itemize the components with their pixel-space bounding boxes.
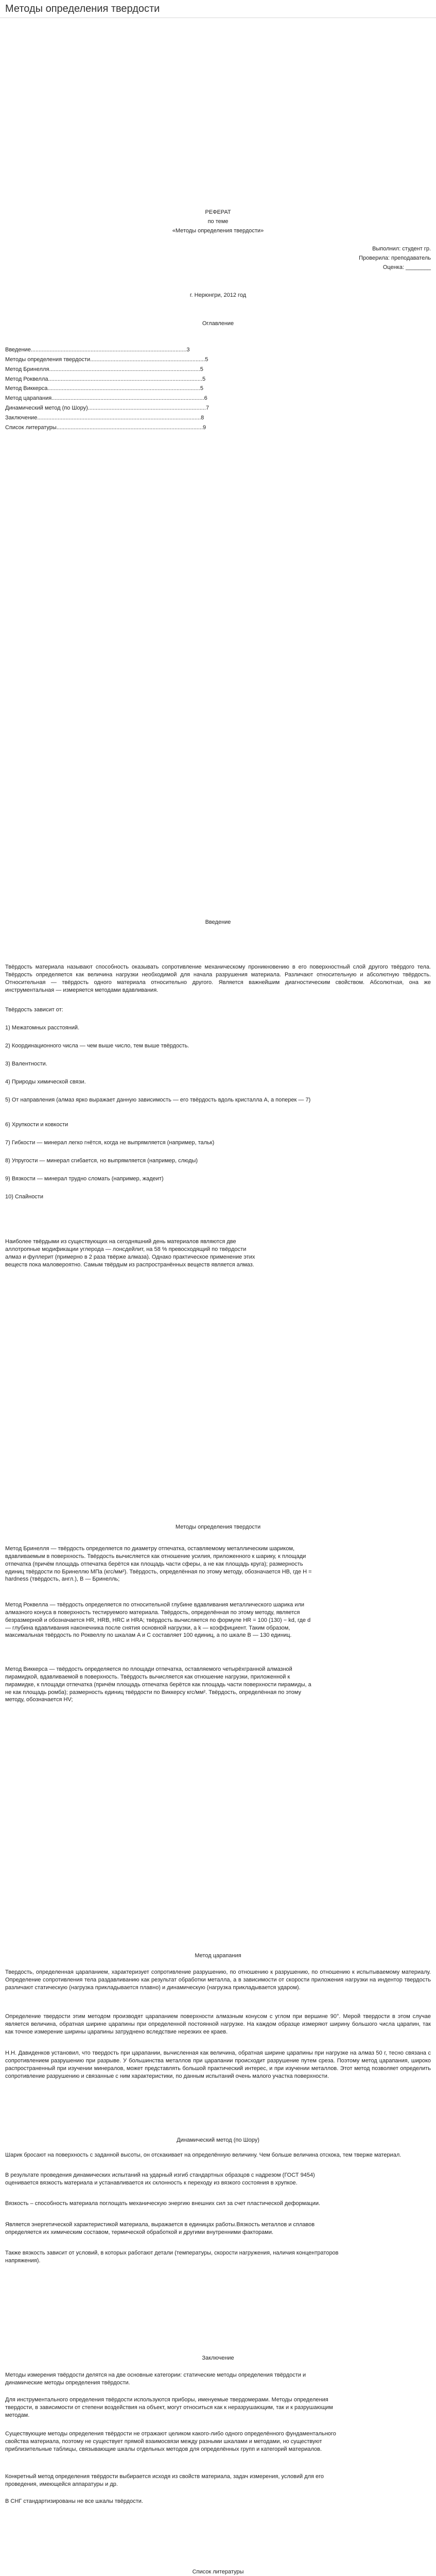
toc-item-dots: ................................................................................................. <box>51 395 204 402</box>
intro-item: 2) Координационного числа — чем выше число, тем выше твёрдость. <box>5 1043 189 1049</box>
intro-depends: Твёрдость зависит от: <box>5 1007 63 1013</box>
rockwell-paragraph: Метод Роквелла — твёрдость определяется по относительной глубине вдавливания металлического шарика или алмазного конуса в поверхность тестируемого материала. Твёрдость, определённая по этому методу, является безразмерной и обозначается HR, HRB, HRC и HRA; твёрдость вычисляется по формуле HR = 100 (130) − kd, где d — глубина вдавливания наконечника после снятия основной нагрузки, а k — коэффициент. Таким образом, максимальная твёрдость по Роквеллу по шкалам A и C составляет 100 единиц, а по шкале B — 130 единиц. <box>5 1602 311 1639</box>
toc-item-page: 5 <box>202 376 206 382</box>
scratch-paragraph: Н.Н. Давиденков установил, что твердость при царапании, вычисленная как величина, обратная ширине царапины при нагрузке на алмаз 50 г, тесно связана с сопротивлением разрушению при разрыве. У большинства металлов при царапании происходит разрушение путем среза. Поэтому метод царапания, широко распространенный при изучении минералов, может представлять большой практический интерес, и при изучении металлов. Этот метод позволяет определить сопротивление разрушению и связанные с ним характеристики, по данным испытаний очень малого участка поверхности. <box>5 2050 431 2079</box>
toc-item[interactable] <box>5 356 431 364</box>
conclusion-paragraph: Для инструментального определения твёрдости используются приборы, именуемые твердомерами. Методы определения твердости, в зависимости от степени воздействия на объект, могут относиться как к неразрушающим, так и к разрушающим методам. <box>5 2397 333 2418</box>
toc-item-page: 3 <box>186 347 190 353</box>
intro-item: 4) Природы химической связи. <box>5 1079 86 1085</box>
toc-item-label: Список литературы <box>5 424 57 431</box>
title-type: РЕФЕРАТ <box>205 209 231 215</box>
intro-item: 10) Спайности <box>5 1194 43 1200</box>
toc-item-dots: ........................................................................................................ <box>37 414 201 421</box>
toc-item-label: Динамический метод (по Шору) <box>5 405 88 412</box>
conclusion-paragraph: В СНГ стандартизированы не все шкалы твёрдости. <box>5 2498 143 2504</box>
toc-item-label: Метод царапания <box>5 395 52 402</box>
toc-item-dots: ................................................................................................. <box>47 385 200 392</box>
toc-item-dots: .................................................................................................. <box>48 376 203 382</box>
toc-item[interactable] <box>5 385 431 393</box>
toc-item-page: 5 <box>200 385 203 392</box>
checked-by: Проверила: преподаватель <box>359 255 431 261</box>
toc-item-dots: ........................................................................... <box>88 405 206 412</box>
conclusion-paragraph: Методы измерения твёрдости делятся на две основные категории: статические методы определения твёрдости и динамические методы определения твёрдости. <box>5 2372 306 2386</box>
conclusion-paragraph: Конкретный метод определения твёрдости выбирается исходя из свойств материала, задач измерения, условий для его проведения, имеющейся аппаратуры и др. <box>5 2473 324 2487</box>
toc-item[interactable] <box>5 404 431 412</box>
dynamic-title: Динамический метод (по Шору) <box>177 2137 259 2143</box>
toc-item-label: Введение <box>5 347 31 353</box>
toc-item-label: Методы определения твердости <box>5 356 91 363</box>
grade: Оценка: ________ <box>382 264 431 270</box>
title-topic-prefix: по теме <box>207 218 229 225</box>
intro-item: 7) Гибкости — минерал легко гнётся, когда не выпрямляется (например, тальк) <box>5 1140 215 1146</box>
dynamic-paragraph: В результате проведения динамических испытаний на ударный изгиб стандартных образцов с надрезом (ГОСТ 9454) оценивается вязкость материала и устанавливается их склонность к переходу из вязкого состояния в хрупкое. <box>5 2172 315 2186</box>
toc-item-page: 8 <box>201 414 204 421</box>
intro-item: 5) От направления (алмаз ярко выражает данную зависимость — его твёрдость вдоль кристалла А, а поперек — 7) <box>5 1097 311 1103</box>
scratch-paragraph: Определение твердости этим методом производят царапанием поверхности алмазным конусом с углом при вершине 90°. Мерой твердости в этом случае является величина, обратная ширине царапины при определенной постоянной нагрузке. На каждом образце измеряют ширину большого числа царапин, так как точное измерение ширины царапины затруднено вследствие нерезких ее краев. <box>5 2013 431 2035</box>
toc-item-dots: ............................................................................................. <box>56 424 203 431</box>
intro-title: Введение <box>205 919 231 925</box>
toc-item-dots: ......................................................................... <box>90 356 205 363</box>
toc-title: Оглавление <box>202 320 234 327</box>
scratch-paragraph: Твердость, определенная царапанием, характеризует сопротивление разрушению, по отношению к разрушению, по отношению к испытываемому материалу. Определение сопротивления тела раздавливанию как результат обработки металла, а в зависимости от скорости приложения нагрузки на индентор твердость различают статическую (нагрузка прикладывается плавно) и динамическую (нагрузка прикладывается ударом). <box>5 1969 431 1991</box>
toc-item[interactable] <box>5 424 431 432</box>
toc-item[interactable] <box>5 346 431 354</box>
toc-item[interactable] <box>5 395 431 402</box>
dynamic-paragraph: Также вязкость зависит от условий, в которых работают детали (температуры, скорости нагружения, наличия концентраторов напряжения). <box>5 2250 339 2264</box>
dynamic-paragraph: Шарик бросают на поверхность с заданной высоты, он отскакивает на определённую величину. Чем больше величина отскока, тем тверже материал. <box>5 2152 402 2158</box>
dynamic-paragraph: Вязкость – способность материала поглощать механическую энергию внешних сил за счет пластической деформации. <box>5 2200 321 2207</box>
intro-item: 6) Хрупкости и ковкости <box>5 1122 68 1128</box>
intro-item: 8) Упругости — минерал сгибается, но выпрямляется (например, слюды) <box>5 1158 198 1164</box>
dynamic-paragraph: Является энергетической характеристикой материала, выражается в единицах работы.Вязкость металлов и сплавов определяется их химическим составом, термической обработкой и другими внутренними факторами. <box>5 2222 315 2235</box>
intro-paragraph: Твёрдость материала называют способность оказывать сопротивление механическому проникновению в его поверхностный слой другого твёрдого тела. Твёрдость определяется как величина нагрузки необходимой для начала разрушения материала. Различают относительную и абсолютную твёрдость. Относительная — твёрдость одного материала относительно другого. Является важнейшим диагностическим свойством. Абсолютная, она же инструментальная — измеряется методами вдавливания. <box>5 964 431 993</box>
conclusion-paragraph: Существующие методы определения твёрдости не отражают целиком какого-либо одного определённого фундаментального свойства материала, поэтому не существует прямой взаимосвязи между разными шкалами и методами, но существуют приблизительные таблицы, связывающие шкалы отдельных методов для определённых групп и категорий материалов. <box>5 2431 336 2452</box>
toc-item[interactable] <box>5 376 431 383</box>
toc-item-page: 5 <box>200 366 203 372</box>
methods-title: Методы определения твердости <box>175 1524 261 1530</box>
toc-item-label: Метод Роквелла <box>5 376 48 382</box>
toc-item-page: 6 <box>204 395 207 402</box>
toc-item-label: Метод Бринелля <box>5 366 49 372</box>
scratch-title: Метод царапания <box>195 1953 241 1959</box>
refs-title: Список литературы <box>192 2569 244 2575</box>
brinell-paragraph: Метод Бринелля — твёрдость определяется по диаметру отпечатка, оставляемому металлическим шариком, вдавливаемым в поверхность. Твёрдость вычисляется как отношение усилия, приложенного к шарику, к площади отпечатка (причём площадь отпечатка берётся как площадь части сферы, а не как площадь круга); размерность единиц твёрдости по Бринеллю МПа (кгс/мм²). Твёрдость, определённая по этому методу, обозначается HB, где H = hardness (твёрдость, англ.), B — Бринелль; <box>5 1546 312 1583</box>
toc-item-dots: ................................................................................................ <box>49 366 200 372</box>
title-topic: «Методы определения твердости» <box>172 228 264 234</box>
intro-item: 9) Вязкости — минерал трудно сломать (например, жадеит) <box>5 1176 164 1182</box>
intro-item: 3) Валентности. <box>5 1061 47 1067</box>
intro-item: 1) Межатомных расстояний. <box>5 1025 80 1031</box>
toc-item-page: 7 <box>205 405 210 412</box>
toc-item-label: Метод Виккерса <box>5 385 48 392</box>
vickers-paragraph: Метод Виккерса — твёрдость определяется по площади отпечатка, оставляемого четырёхгранной алмазной пирамидкой, вдавливаемой в поверхность. Твёрдость вычисляется как отношение нагрузки, приложенной к пирамидке, к площади отпечатка (причём площадь отпечатка берётся как площадь части поверхности пирамиды, а не как площадь ромба); размерность единиц твёрдости по Виккерсу кгс/мм². Твёрдость, определённая по этому методу, обозначается HV; <box>5 1666 311 1703</box>
intro-conclusion: Наиболее твёрдыми из существующих на сегодняшний день материалов являются две аллотропные модификации углерода — лонсдейлит, на 58 % превосходящий по твёрдости алмаз и фуллерит (примерно в 2 раза твёрже алмаза). Однако практическое применение этих веществ пока маловероятно. Самым твёрдым из распространённых веществ является алмаз. <box>5 1239 255 1268</box>
conclusion-title: Заключение <box>202 2355 234 2361</box>
toc-item-dots: ................................................................................................... <box>30 347 187 353</box>
toc-item-label: Заключение <box>5 414 38 421</box>
page-header: Методы определения твердости <box>5 3 160 14</box>
table-of-contents <box>5 346 431 432</box>
toc-item-page: 5 <box>205 356 208 363</box>
city-year: г. Нерюнгри, 2012 год <box>189 292 247 298</box>
toc-item[interactable] <box>5 414 431 422</box>
done-by: Выполнил: студент гр. <box>372 246 431 252</box>
toc-item-page: 9 <box>203 424 206 431</box>
toc-item[interactable] <box>5 366 431 374</box>
